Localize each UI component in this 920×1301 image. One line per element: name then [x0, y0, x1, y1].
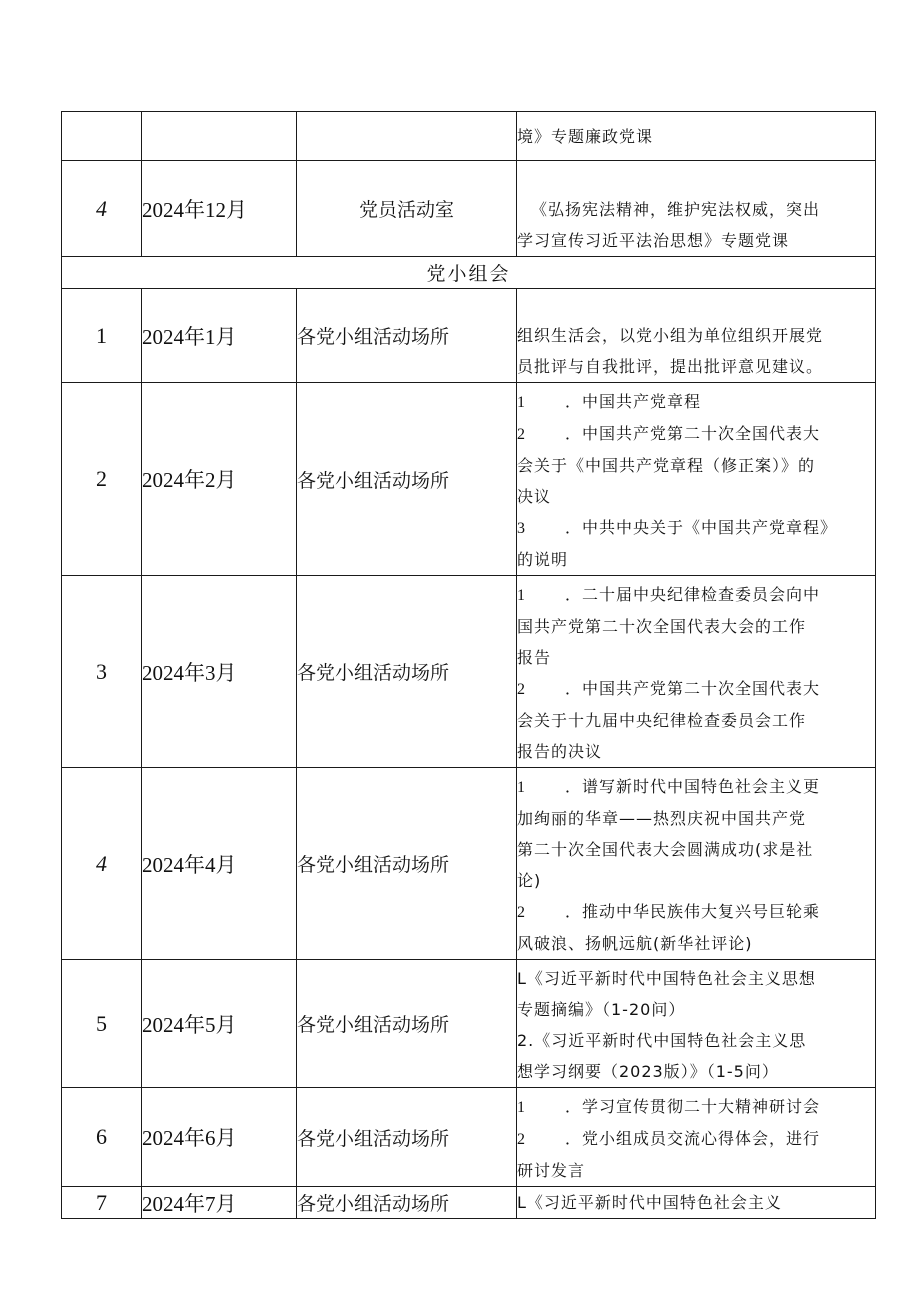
- content-line: 风破浪、扬帆远航(新华社评论): [517, 934, 753, 953]
- row-content: [517, 960, 876, 1088]
- content-line: 的说明: [517, 550, 569, 569]
- item-number: 2: [517, 681, 525, 698]
- content-line: 国共产党第二十次全国代表大会的工作: [517, 617, 807, 636]
- row-content: [517, 383, 876, 576]
- row-date: 2024年4月: [142, 768, 297, 960]
- section-title: 党小组会: [62, 257, 876, 289]
- row-date: 2024年2月: [142, 383, 297, 576]
- row-place: 各党小组活动场所: [297, 289, 517, 383]
- row-content: [517, 576, 876, 768]
- content-line: 想学习纲要（2023版）》（1-5问）: [517, 1062, 779, 1081]
- content-line: 2 ．中国共产党第二十次全国代表大: [517, 673, 875, 705]
- item-number: 2: [517, 904, 525, 921]
- table-row: [62, 960, 876, 1088]
- row-content: [517, 1187, 876, 1219]
- content-line: 报告: [517, 648, 552, 667]
- table-row: [62, 1088, 876, 1187]
- table-row: [62, 1187, 876, 1219]
- row-number: 5: [62, 960, 142, 1088]
- content-line: 2 ．推动中华民族伟大复兴号巨轮乘: [517, 896, 875, 928]
- table-row: [62, 768, 876, 960]
- row-content: [517, 1088, 876, 1187]
- row-date: 2024年3月: [142, 576, 297, 768]
- row-place: 各党小组活动场所: [297, 1187, 517, 1219]
- row-content: [517, 161, 876, 257]
- table-row: [62, 161, 876, 257]
- item-number: 3: [517, 520, 525, 537]
- row-place: 各党小组活动场所: [297, 960, 517, 1088]
- activity-schedule-table: [61, 111, 876, 1219]
- row-date: 2024年5月: [142, 960, 297, 1088]
- content-line: 加绚丽的华章——热烈庆祝中国共产党: [517, 809, 807, 828]
- item-number: 2: [517, 1131, 525, 1148]
- content-line: 1 ．二十届中央纪律检查委员会向中: [517, 579, 875, 611]
- item-number: 1: [517, 587, 525, 604]
- item-number: 1: [517, 1099, 525, 1116]
- row-place: 各党小组活动场所: [297, 1088, 517, 1187]
- row-date: 2024年1月: [142, 289, 297, 383]
- row-place: 各党小组活动场所: [297, 383, 517, 576]
- content-line: 2 ．党小组成员交流心得体会，进行: [517, 1123, 875, 1155]
- row-number: 7: [62, 1187, 142, 1219]
- content-line: 论): [517, 871, 542, 890]
- row-content: 境》专题廉政党课: [517, 112, 876, 161]
- content-line: 1 ．谱写新时代中国特色社会主义更: [517, 771, 875, 803]
- table-row: [62, 383, 876, 576]
- row-number: 6: [62, 1088, 142, 1187]
- row-number: 1: [62, 289, 142, 383]
- section-header-row: [62, 257, 876, 289]
- content-line: 1 ．中国共产党章程: [517, 386, 875, 418]
- content-line: 员批评与自我批评，提出批评意见建议。: [517, 357, 824, 376]
- row-date: 2024年12月: [142, 161, 297, 257]
- table-row: [62, 289, 876, 383]
- row-date: 2024年6月: [142, 1088, 297, 1187]
- table-row: [62, 112, 876, 161]
- content-line: 3 ．中共中央关于《中国共产党章程》: [517, 512, 875, 544]
- content-line: L《习近平新时代中国特色社会主义思想: [517, 969, 816, 988]
- row-place: 党员活动室: [297, 161, 517, 257]
- item-number: 2: [517, 426, 525, 443]
- content-line: 1 ．学习宣传贯彻二十大精神研讨会: [517, 1091, 875, 1123]
- table-row: [62, 576, 876, 768]
- row-number: 2: [62, 383, 142, 576]
- row-number: 3: [62, 576, 142, 768]
- content-line: 《弘扬宪法精神，维护宪法权威，突出: [531, 200, 821, 219]
- row-content: [517, 768, 876, 960]
- row-place: 各党小组活动场所: [297, 576, 517, 768]
- content-line: 会关于《中国共产党章程（修正案）》的: [517, 456, 816, 475]
- content-line: 决议: [517, 487, 552, 506]
- content-line: 会关于十九届中央纪律检查委员会工作: [517, 711, 807, 730]
- content-line: 报告的决议: [517, 742, 603, 761]
- row-number: 4: [62, 768, 142, 960]
- content-line: 专题摘编》（1-20问）: [517, 1000, 686, 1019]
- row-place: [297, 112, 517, 161]
- row-content: [517, 289, 876, 383]
- content-line: L《习近平新时代中国特色社会主义: [517, 1193, 782, 1212]
- content-line: 组织生活会，以党小组为单位组织开展党: [517, 326, 824, 345]
- content-line: 学习宣传习近平法治思想》专题党课: [517, 231, 790, 250]
- item-number: 1: [517, 394, 525, 411]
- item-number: 1: [517, 779, 525, 796]
- row-place: 各党小组活动场所: [297, 768, 517, 960]
- row-number: 4: [62, 161, 142, 257]
- content-line: 研讨发言: [517, 1161, 586, 1180]
- content-line: 2 ．中国共产党第二十次全国代表大: [517, 418, 875, 450]
- content-line: 2.《习近平新时代中国特色社会主义思: [517, 1031, 807, 1050]
- row-date: 2024年7月: [142, 1187, 297, 1219]
- content-line: 第二十次全国代表大会圆满成功(求是社: [517, 840, 814, 859]
- row-date: [142, 112, 297, 161]
- row-number: [62, 112, 142, 161]
